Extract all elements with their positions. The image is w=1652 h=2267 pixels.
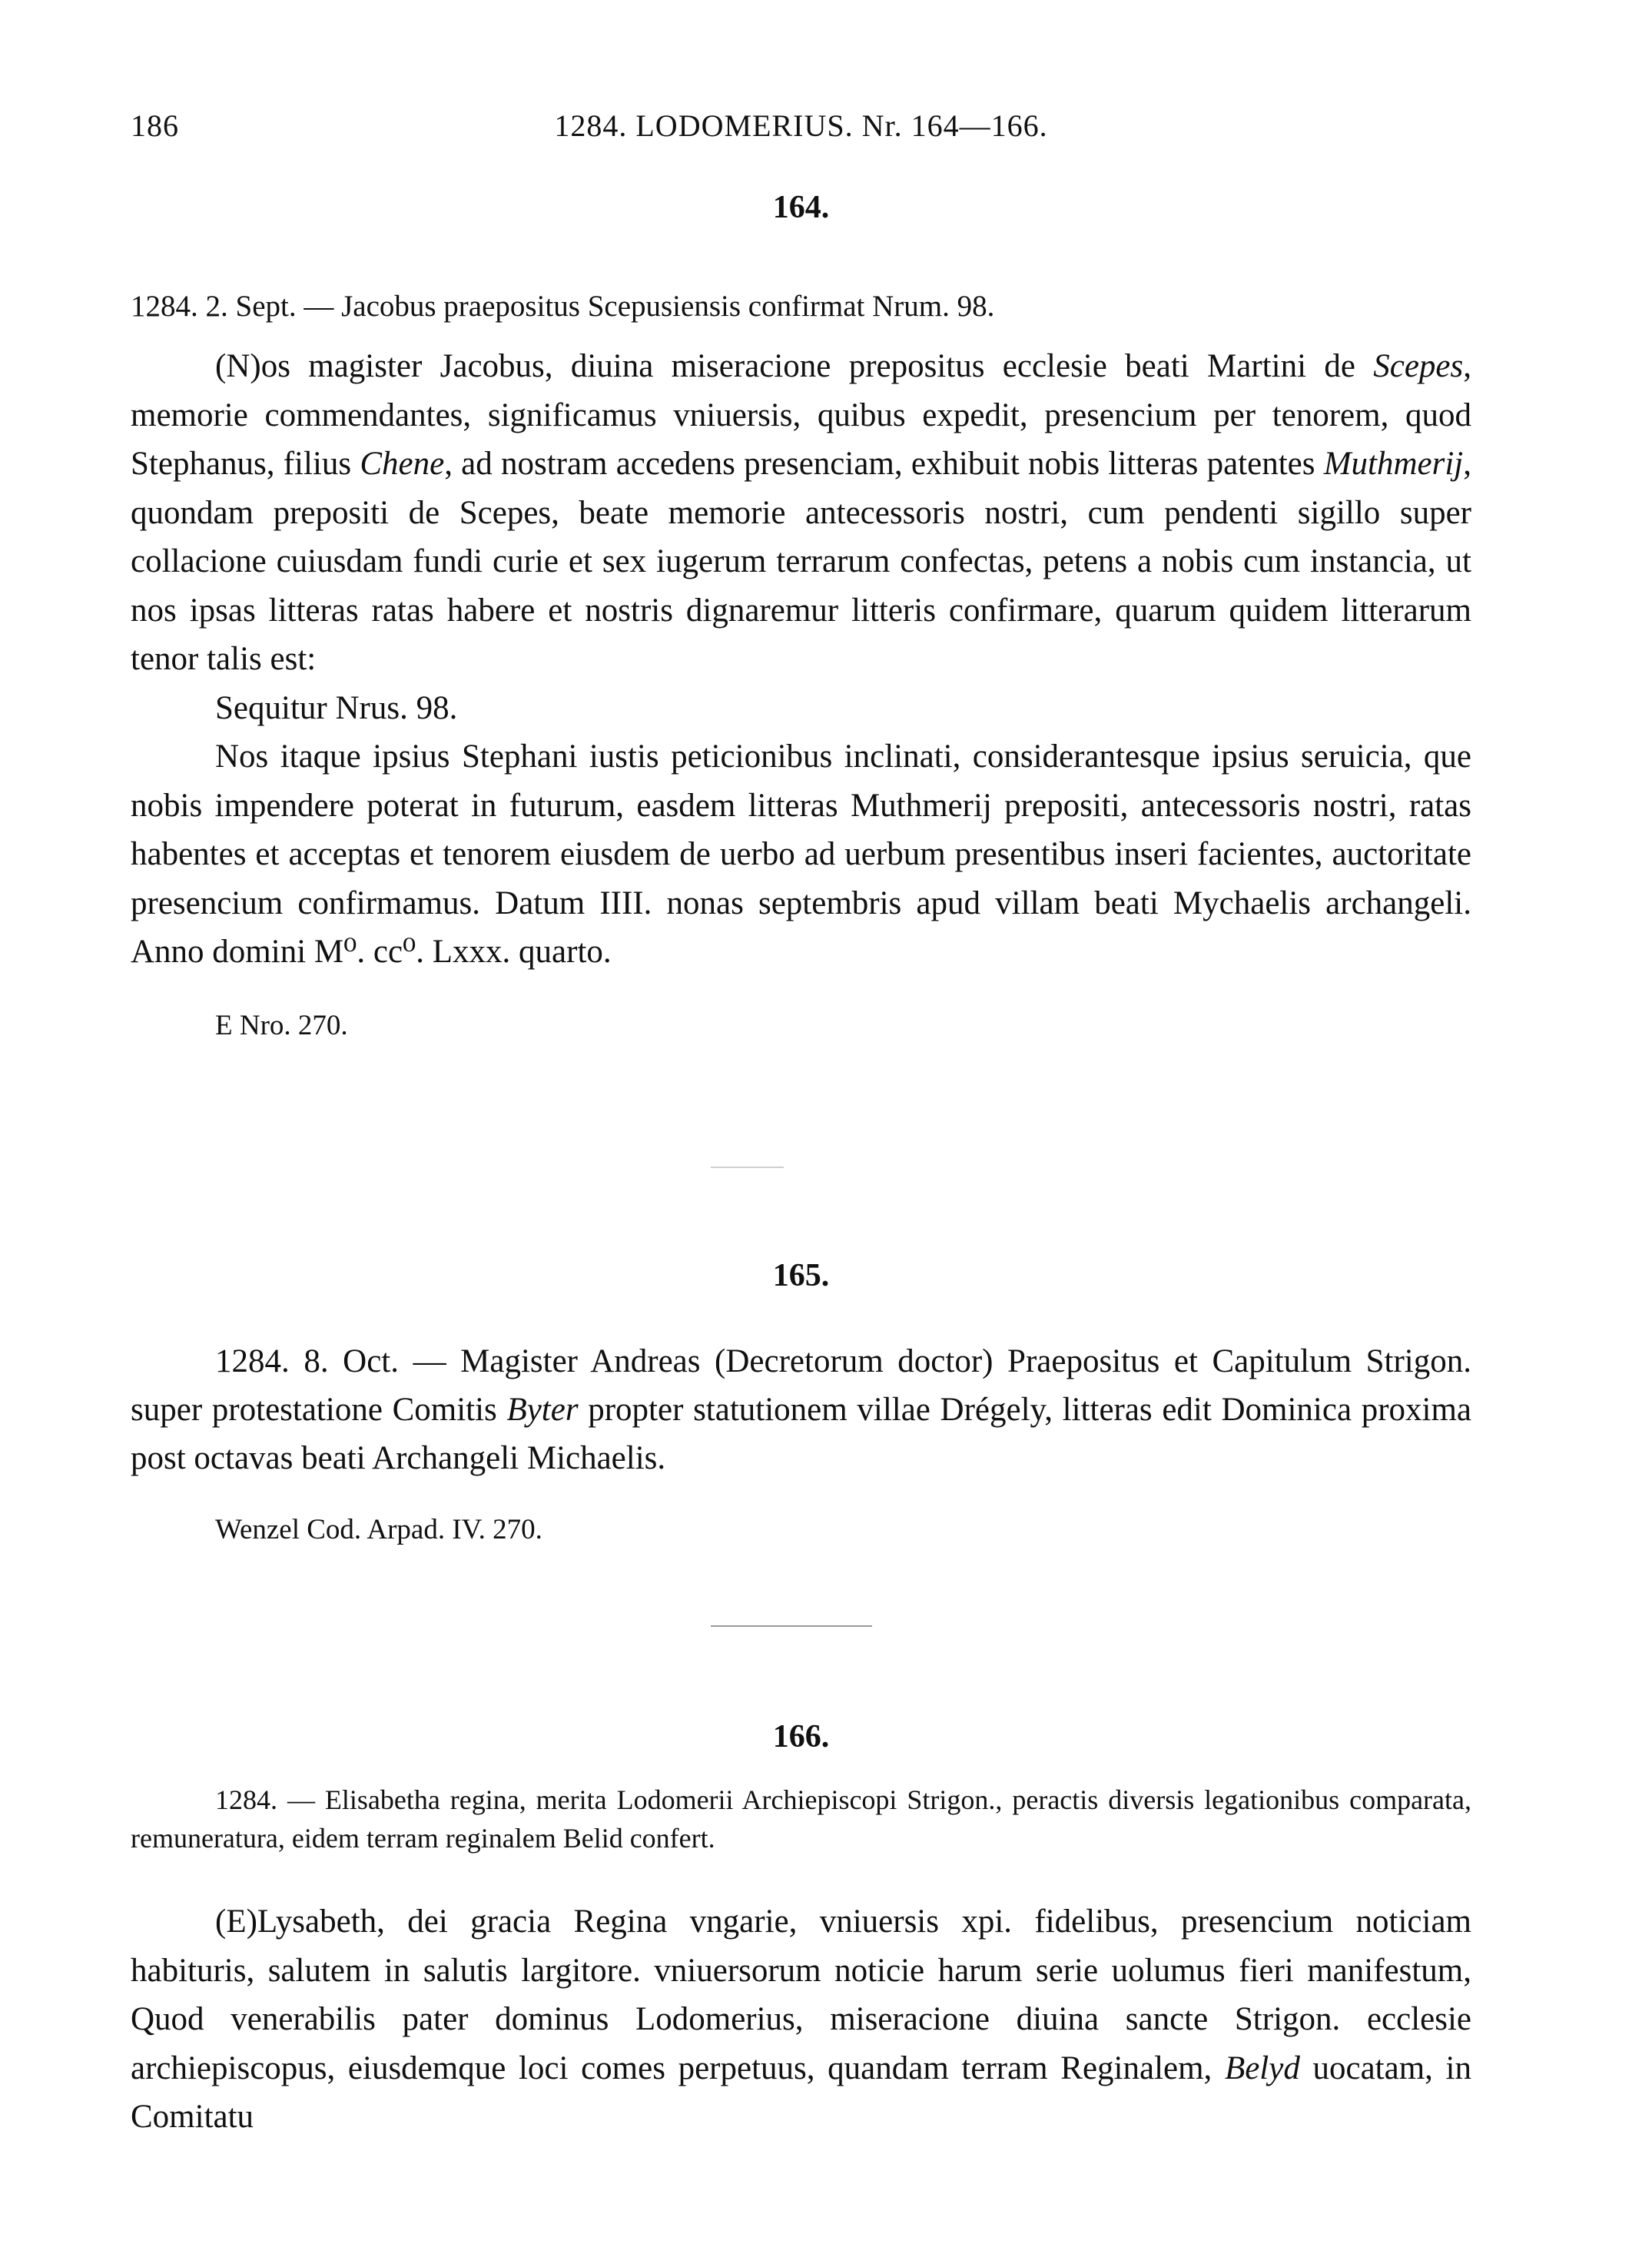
person-name: Byter — [506, 1392, 579, 1428]
document-regest: 1284. 2. Sept. — Jacobus praepositus Scepusiensis confirmat Nrum. 98. — [131, 290, 995, 323]
document-165 — [131, 1256, 1471, 1546]
document-paragraph — [131, 1897, 1471, 2142]
regest-text: 1284. 8. Oct. — Magister Andreas (Decretorum doctor) Praepositus et Capitulum Strigon. super protestatione Comitis — [131, 1343, 1471, 1428]
page-number: 186 — [131, 108, 179, 143]
running-head — [131, 108, 1471, 146]
running-title: 1284. LODOMERIUS. Nr. 164—166. — [554, 108, 1048, 143]
paragraph-text: uocatam, in Comitatu — [131, 2050, 1471, 2135]
regest-text: propter statutionem villae Drégely, litteras edit Dominica proxima post octavas beati Archangeli Michaelis. — [131, 1392, 1472, 1476]
paragraph-text: (N)os magister Jacobus, diuina miseracione prepositus ecclesie beati Martini de — [215, 348, 1374, 384]
place-name: Belyd — [1224, 2050, 1300, 2086]
paragraph-text: , ad nostram accedens presenciam, exhibuit nobis litteras patentes — [444, 446, 1324, 482]
document-number: 164. — [772, 190, 830, 225]
paragraph-text: (E)Lysabeth, dei gracia Regina vngarie, vniuersis xpi. fidelibus, presencium noticiam habituris, salutem in salutis largitore. vniuersorum noticie harum serie uolumus fieri manifestum, Quod venerabilis pater dominus Lodomerius, miseracione diuina sancte Strigon. ecclesie archiepiscopus, eiusdemque loci comes perpetuus, quandam terram Reginalem, — [131, 1904, 1471, 2086]
document-paragraph — [131, 342, 1471, 684]
document-paragraph: Nos itaque ipsius Stephani iustis peticionibus inclinati, considerantesque ipsius seruicia, que nobis impendere poterat in futurum, easdem litteras Muthmerij prepositi, antecessoris nostri, ratas habentes et acceptas et tenorem eiusdem de uerbo ad uerbum presentibus inseri facientes, auctoritate presencium confirmamus. Datum IIII. nonas septembris apud villam beati Mychaelis archangeli. Anno domini M⁰. cc⁰. Lxxx. quarto. — [131, 739, 1471, 970]
person-name: Muthmerij — [1323, 446, 1464, 482]
document-166 — [131, 1718, 1471, 2142]
document-paragraph: Sequitur Nrus. 98. — [215, 689, 458, 726]
paragraph-text: , quondam prepositi de Scepes, beate memorie antecessoris nostri, cum pendenti sigillo super collacione cuiusdam fundi curie et sex iugerum terrarum confectas, petens a nobis cum instancia, ut nos ipsas litteras ratas habere et nostris dignaremur litteris confirmare, quarum quidem litterarum tenor talis est: — [131, 446, 1471, 677]
document-164 — [131, 188, 1471, 1042]
paragraph-text: , memorie commendantes, significamus vniuersis, quibus expedit, presencium per tenorem, quod Stephanus, filius — [131, 348, 1471, 482]
document-number: 166. — [772, 1719, 830, 1754]
divider — [711, 1167, 784, 1168]
document-source: E Nro. 270. — [215, 1009, 348, 1041]
document-regest — [131, 1337, 1471, 1482]
person-name: Chene — [360, 446, 445, 482]
document-regest: 1284. — Elisabetha regina, merita Lodomerii Archiepiscopi Strigon., peractis diversis legationibus comparata, remuneratura, eidem terram reginalem Belid confert. — [131, 1784, 1471, 1854]
document-source: Wenzel Cod. Arpad. IV. 270. — [215, 1514, 542, 1545]
document-number: 165. — [772, 1258, 830, 1293]
place-name: Scepes — [1373, 348, 1464, 384]
divider — [711, 1625, 872, 1627]
